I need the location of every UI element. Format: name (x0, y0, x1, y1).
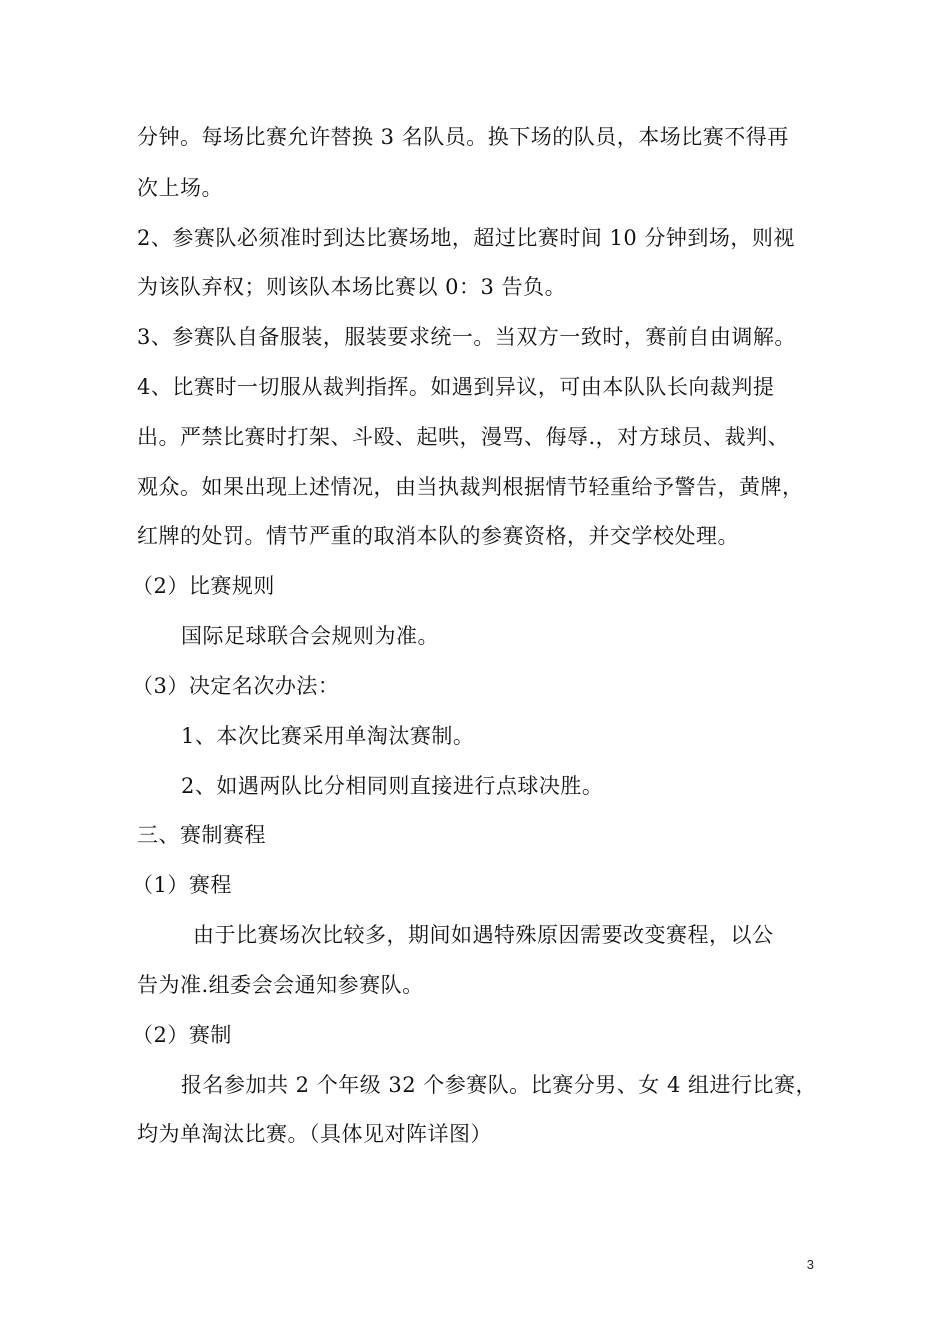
section-heading-schedule: （1）赛程 (132, 873, 232, 897)
paragraph-line: 由于比赛场次比较多，期间如遇特殊原因需要改变赛程，以公 (193, 923, 774, 947)
rule-item-2: 2、参赛队必须准时到达比赛场地，超过比赛时间 10 分钟到场，则视 (137, 226, 795, 250)
paragraph-line: 报名参加共 2 个年级 32 个参赛队。比赛分男、女 4 组进行比赛， (181, 1073, 817, 1097)
paragraph-line: 次上场。 (137, 176, 223, 200)
rule-item-4: 4、比赛时一切服从裁判指挥。如遇到异议，可由本队队长向裁判提 (137, 375, 775, 399)
rule-item-3: 3、参赛队自备服装，服装要求统一。当双方一致时，赛前自由调解。 (137, 325, 796, 349)
paragraph-line: 分钟。每场比赛允许替换 3 名队员。换下场的队员，本场比赛不得再 (137, 125, 789, 149)
paragraph-line: 红牌的处罚。情节严重的取消本队的参赛资格，并交学校处理。 (137, 524, 739, 548)
paragraph-line: 为该队弃权；则该队本场比赛以 0：3 告负。 (137, 275, 567, 299)
section-heading-format-schedule: 三、赛制赛程 (137, 823, 266, 847)
ranking-item-1: 1、本次比赛采用单淘汰赛制。 (181, 724, 475, 748)
section-heading-format: （2）赛制 (132, 1023, 232, 1047)
paragraph-line: 均为单淘汰比赛。（具体见对阵详图） (137, 1122, 492, 1146)
ranking-item-2: 2、如遇两队比分相同则直接进行点球决胜。 (181, 774, 604, 798)
section-heading-match-rules: （2）比赛规则 (132, 574, 275, 598)
paragraph-line: 告为准.组委会会通知参赛队。 (137, 973, 424, 997)
paragraph-line: 观众。如果出现上述情况，由当执裁判根据情节轻重给予警告，黄牌， (137, 475, 804, 499)
page-number: 3 (806, 1257, 814, 1272)
section-heading-ranking-method: （3）决定名次办法： (132, 674, 340, 698)
paragraph-line: 国际足球联合会规则为准。 (181, 624, 439, 648)
paragraph-line: 出。严禁比赛时打架、斗殴、起哄，漫骂、侮辱.，对方球员、裁判、 (137, 425, 790, 449)
